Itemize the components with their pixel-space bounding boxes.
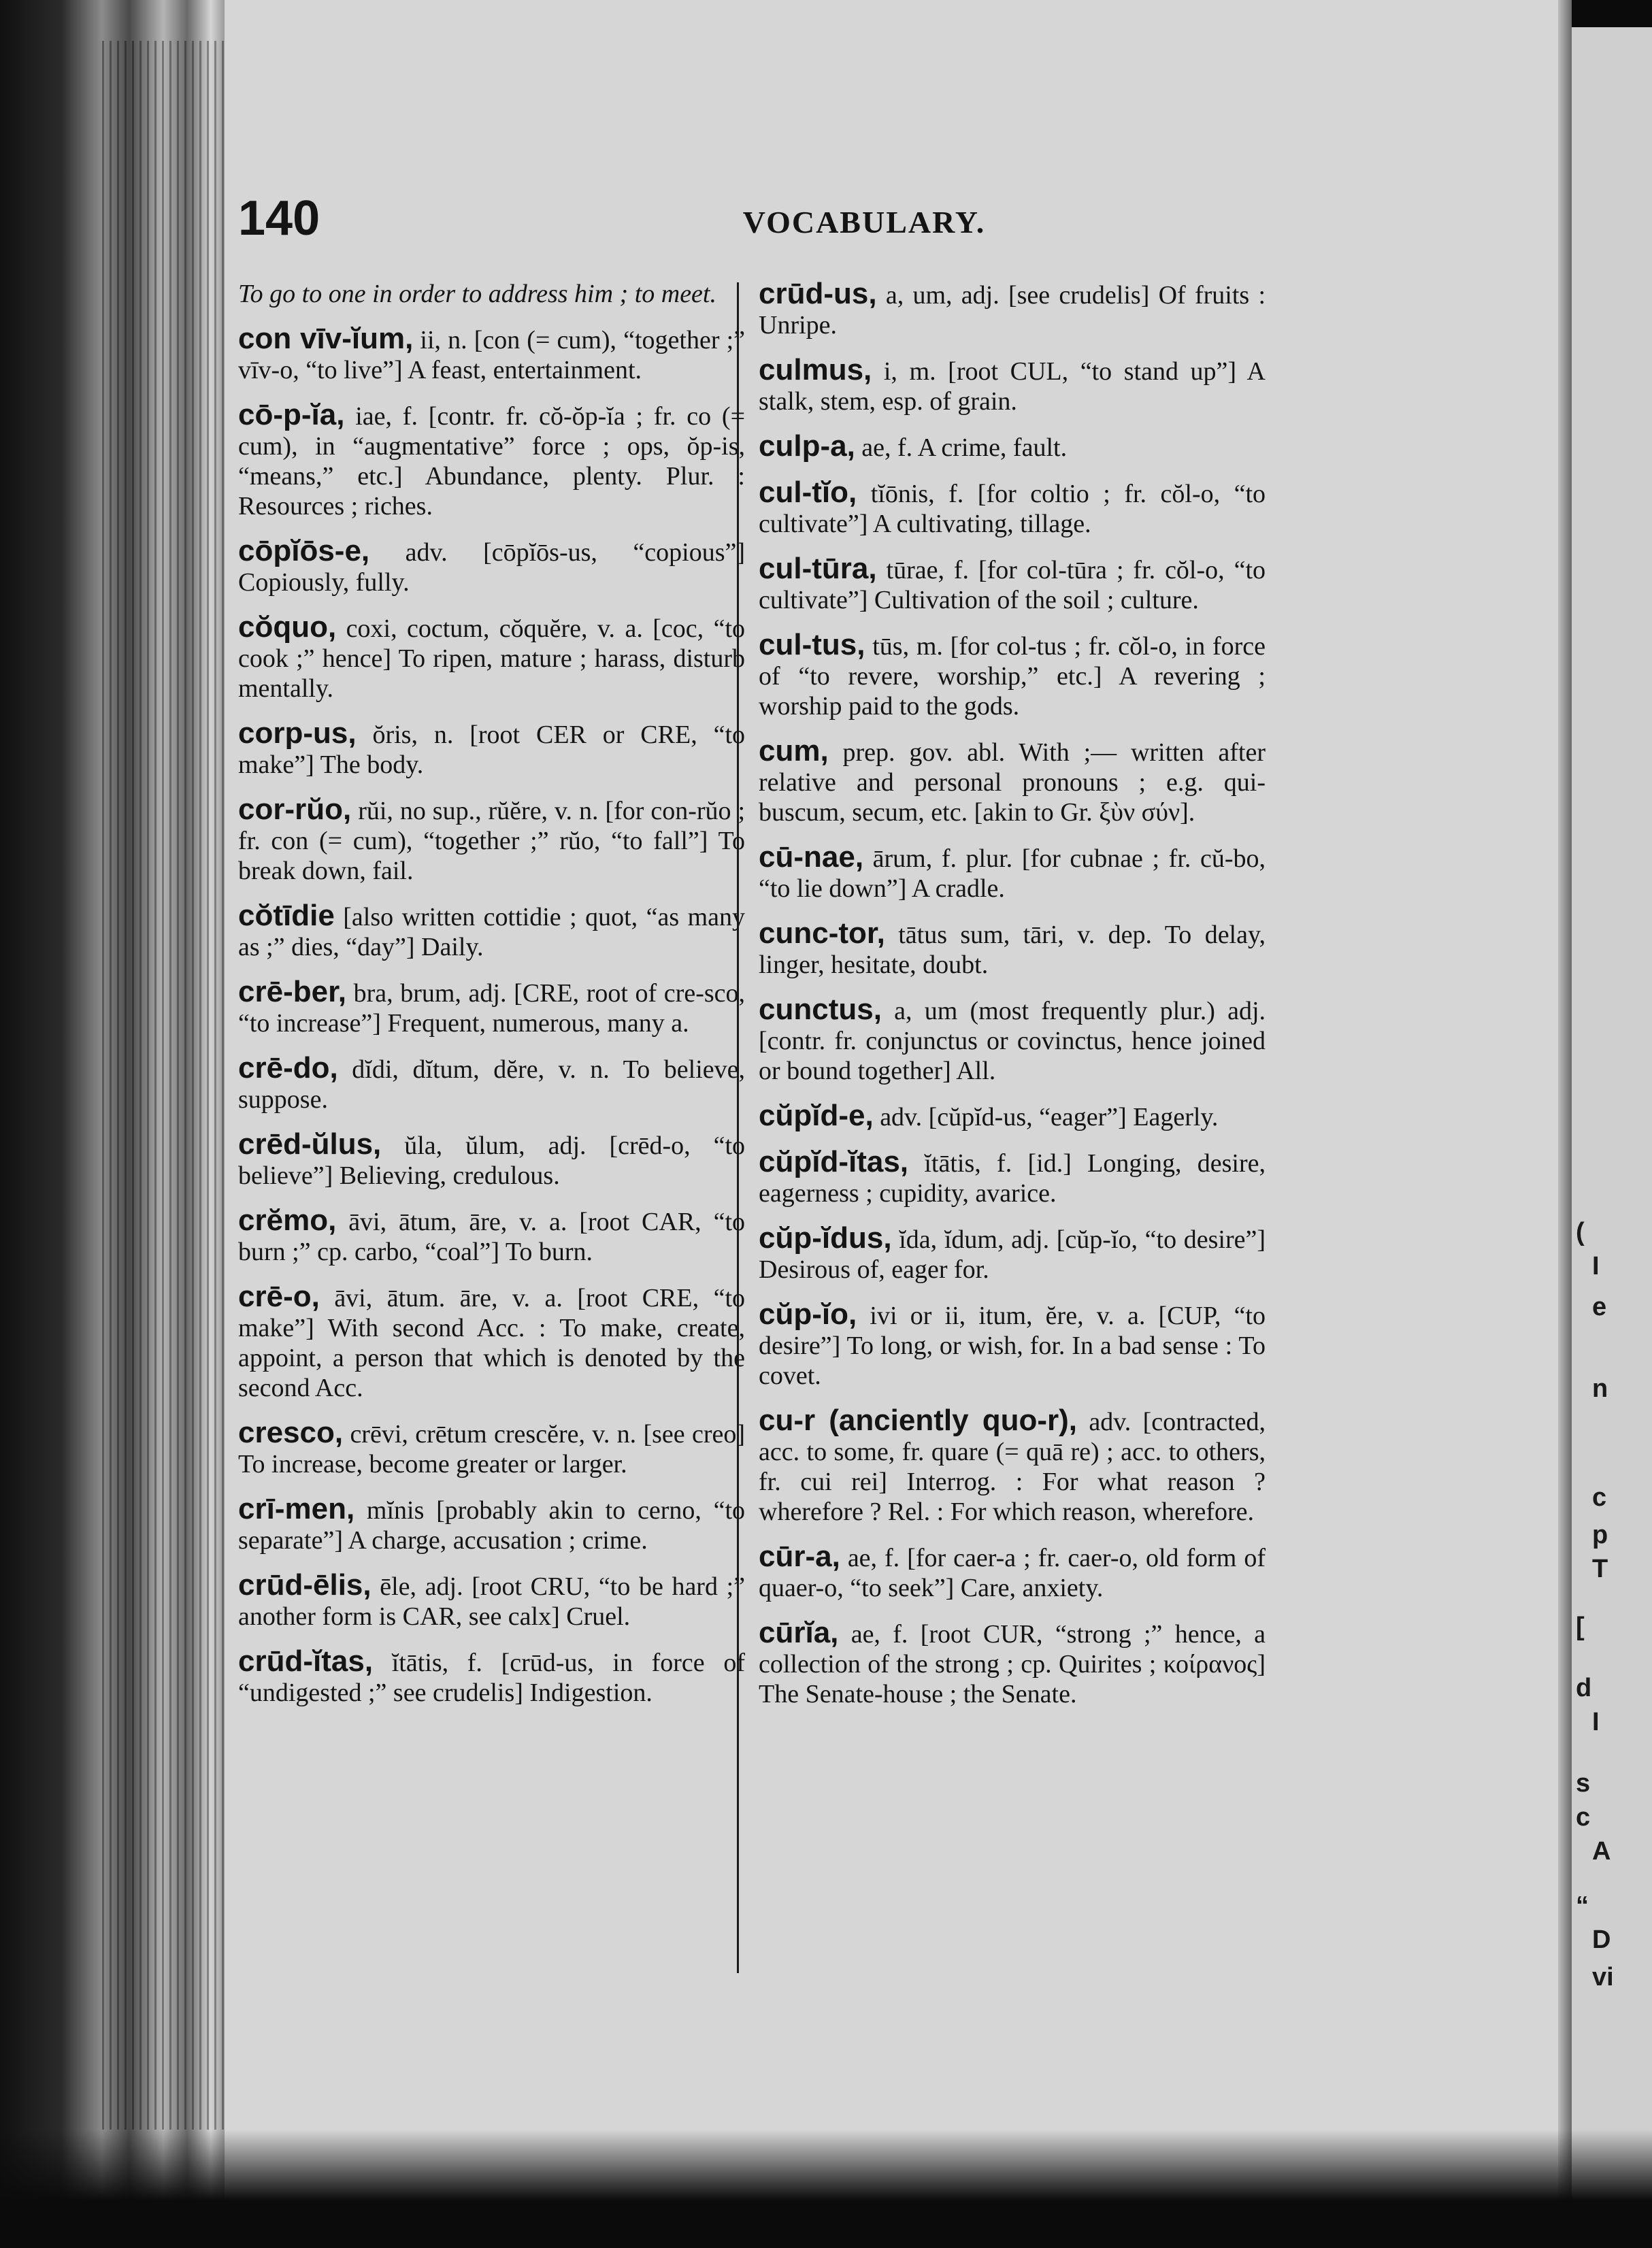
entry-headword: cor-rŭo,	[238, 793, 352, 826]
dictionary-entry	[759, 995, 1266, 1086]
next-page-fragment: n	[1592, 1374, 1608, 1403]
entry-definition: ae, f. [root CUR, “strong ;” hence, a collection of the strong ; cp. Quirites ; κοίρανος] The Senate-house ; the Senate.	[759, 1620, 1266, 1708]
entry-headword: cum,	[759, 734, 829, 767]
entry-definition: ii, n. [con (= cum), “together ;” vīv-o, “to live”] A feast, entertainment.	[238, 326, 746, 384]
entry-definition: āvi, ātum. āre, v. a. [root CRE, “to make”] With second Acc. : To make, create, appoint, a person that which is denoted by the second Acc.	[238, 1284, 746, 1402]
next-page-fragment: A	[1592, 1837, 1611, 1866]
entry-definition: mĭnis [probably akin to cerno, “to separate”] A charge, accusation ; crime.	[238, 1496, 745, 1555]
dictionary-entry	[238, 612, 745, 704]
entry-headword: crūd-ĭtas,	[238, 1644, 374, 1678]
entry-definition: a, um (most frequently plur.) adj. [contr. fr. conjunctus or covinctus, hence joined or bound together] All.	[759, 997, 1266, 1085]
dictionary-entry	[238, 1053, 745, 1114]
dictionary-entry	[238, 1206, 745, 1267]
entry-headword: cŭp-ĭo,	[759, 1297, 857, 1331]
entry-headword: cŭpĭd-ĭtas,	[759, 1145, 909, 1178]
dictionary-entry	[759, 916, 1266, 980]
dictionary-entry	[759, 736, 1266, 827]
entry-headword: crēd-ŭlus,	[238, 1127, 382, 1161]
dictionary-entry	[238, 977, 745, 1038]
dictionary-entry	[759, 1101, 1266, 1132]
entry-definition: ĭtātis, f. [id.] Longing, desire, eagerness ; cupidity, avarice.	[759, 1149, 1266, 1208]
entry-definition: ŭla, ŭlum, adj. [crēd-o, “to believe”] Believing, credulous.	[238, 1131, 746, 1190]
dictionary-entry	[759, 355, 1266, 416]
next-page-fragment: e	[1592, 1293, 1607, 1321]
dictionary-entry	[759, 1223, 1266, 1285]
dictionary-entry	[238, 901, 745, 962]
entry-definition: ĭtātis, f. [crūd-us, in force of “undigested ;” see crudelis] Indigestion.	[238, 1649, 745, 1707]
next-page-edge	[1572, 27, 1652, 2248]
entry-definition: ēle, adj. [root CRU, “to be hard ;” another form is CAR, see calx] Cruel.	[238, 1572, 746, 1631]
dictionary-entry	[759, 1297, 1266, 1391]
next-page-fragment: D	[1592, 1925, 1611, 1954]
dictionary-entry	[238, 1418, 745, 1479]
entry-headword: crūd-us,	[759, 277, 877, 310]
entry-headword: crūd-ēlis,	[238, 1568, 371, 1602]
dictionary-entry	[759, 842, 1266, 904]
entry-headword: cul-tūra,	[759, 552, 877, 585]
entry-definition: ivi or ii, itum, ĕre, v. a. [CUP, “to desire”] To long, or wish, for. In a bad sense : To covet.	[759, 1302, 1266, 1390]
entry-headword: cūrĭa,	[759, 1616, 839, 1649]
entry-headword: culmus,	[759, 353, 872, 386]
entry-definition: rŭi, no sup., rŭĕre, v. n. [for con-rŭo ; fr. con (= cum), “together ;” rŭo, “to fall”] To break down, fail.	[238, 797, 745, 885]
dictionary-entry	[759, 1147, 1266, 1208]
entry-headword: con vīv-ĭum,	[238, 322, 414, 355]
page-edges	[102, 41, 225, 2130]
entry-headword: cō-p-ĭa,	[238, 398, 345, 431]
next-page-fragment: [	[1576, 1613, 1585, 1641]
entry-definition: i, m. [root CUL, “to stand up”] A stalk, stem, esp. of grain.	[759, 357, 1266, 416]
entry-headword: crē-ber,	[238, 975, 346, 1008]
running-title: VOCABULARY.	[742, 205, 986, 239]
dictionary-entry	[238, 718, 745, 780]
next-page-fragment: d	[1576, 1674, 1592, 1702]
entry-definition: dĭdi, dĭtum, dĕre, v. n. To believe, suppose.	[238, 1055, 746, 1114]
entry-definition: coxi, coctum, cŏquĕre, v. a. [coc, “to cook ;” hence] To ripen, mature ; harass, disturb mentally.	[238, 614, 745, 703]
dictionary-entry	[238, 400, 745, 521]
dictionary-entry	[238, 279, 745, 309]
next-page-fragment: I	[1592, 1252, 1600, 1280]
next-page-fragment: c	[1592, 1483, 1607, 1512]
entry-headword: crē-do,	[238, 1051, 338, 1085]
dictionary-entry	[238, 1644, 745, 1708]
entry-definition: ae, f. A crime, fault.	[861, 433, 1068, 462]
entry-definition: a, um, adj. [see crudelis] Of fruits : Unripe.	[759, 281, 1266, 340]
entry-definition: crēvi, crētum crescĕre, v. n. [see creo] To increase, become greater or larger.	[238, 1420, 746, 1478]
next-page-fragment: “	[1576, 1891, 1589, 1920]
next-page-fragment: p	[1592, 1521, 1608, 1549]
entry-definition: [also written cottidie ; quot, “as many as ;” dies, “day”] Daily.	[238, 903, 745, 961]
entry-definition: tūrae, f. [for col-tūra ; fr. cŏl-o, “to cultivate”] Cultivation of the soil ; culture.	[759, 556, 1266, 614]
dictionary-entry	[238, 1570, 745, 1632]
entry-headword: cunctus,	[759, 993, 882, 1026]
next-page-fragment: T	[1592, 1555, 1608, 1583]
entry-definition: adv. [cŭpĭd-us, “eager”] Eagerly.	[880, 1103, 1219, 1131]
dictionary-entry	[759, 1618, 1266, 1709]
entry-definition: ārum, f. plur. [for cubnae ; fr. cŭ-bo, “to lie down”] A cradle.	[759, 844, 1266, 903]
dictionary-entry	[759, 279, 1266, 340]
entry-definition: adv. [contracted, acc. to some, fr. quare (= quā re) ; acc. to others, fr. cui rei] Interrog. : For what reason ? wherefore ? Rel. : For which reason, wherefore.	[759, 1408, 1266, 1526]
right-column	[759, 279, 1266, 1724]
left-column	[238, 279, 745, 1723]
entry-headword: cŏquo,	[238, 610, 337, 644]
entry-headword: cū-nae,	[759, 840, 864, 874]
dictionary-entry	[759, 431, 1266, 463]
entry-headword: culp-a,	[759, 429, 855, 463]
entry-definition: āvi, ātum, āre, v. a. [root CAR, “to burn ;” cp. carbo, “coal”] To burn.	[238, 1208, 745, 1266]
dictionary-entry	[238, 324, 745, 385]
entry-definition: adv. [cōpĭōs-us, “copious”] Copiously, fully.	[238, 538, 745, 597]
book-spine	[0, 0, 225, 2248]
entry-definition: tūs, m. [for col-tus ; fr. cŏl-o, in force of “to revere, worship,” etc.] A revering ; worship paid to the gods.	[759, 632, 1266, 721]
dictionary-entry	[759, 1406, 1266, 1527]
entry-definition: iae, f. [contr. fr. cŏ-ŏp-ĭa ; fr. co (= cum), in “augmentative” force ; ops, ŏp-is, “means,” etc.] Abundance, plenty. Plur. : Resources ; riches.	[238, 402, 745, 520]
dictionary-entry	[759, 630, 1266, 721]
entry-headword: crē-o,	[238, 1280, 320, 1313]
next-page-fragment: (	[1576, 1218, 1585, 1246]
next-page-fragment: s	[1576, 1769, 1591, 1798]
dictionary-entry	[759, 1542, 1266, 1603]
dictionary-entry	[238, 1282, 745, 1403]
dictionary-entry	[759, 478, 1266, 539]
dictionary-entry	[238, 795, 745, 886]
entry-definition: tātus sum, tāri, v. dep. To delay, linger, hesitate, doubt.	[759, 921, 1266, 979]
dictionary-entry	[238, 1129, 745, 1191]
next-page-fragment: vi	[1592, 1963, 1614, 1991]
entry-headword: cŭp-ĭdus,	[759, 1221, 892, 1255]
entry-headword: cunc-tor,	[759, 916, 885, 950]
entry-headword: cŏtīdie	[238, 899, 335, 932]
entry-definition: bra, brum, adj. [CRE, root of cre-sco, “to increase”] Frequent, numerous, many a.	[238, 979, 745, 1038]
entry-definition: ae, f. [for caer-a ; fr. caer-o, old form of quaer-o, “to seek”] Care, anxiety.	[759, 1544, 1266, 1602]
entry-headword: crī-men,	[238, 1492, 355, 1525]
entry-headword: crĕmo,	[238, 1204, 337, 1237]
dictionary-entry	[238, 536, 745, 597]
entry-headword: cul-tĭo,	[759, 476, 857, 509]
next-page-fragment: c	[1576, 1803, 1591, 1832]
dictionary-entry	[759, 554, 1266, 615]
entry-headword: cūr-a,	[759, 1540, 840, 1573]
entry-headword: cŭpĭd-e,	[759, 1099, 874, 1132]
entry-definition: prep. gov. abl. With ;— written after relative and personal pronouns ; e.g. qui-buscum, secum, etc. [akin to Gr. ξὺν σύν].	[759, 738, 1266, 827]
entry-headword: cu-r (anciently quo-r),	[759, 1404, 1077, 1437]
page-gutter	[1558, 0, 1572, 2248]
page-number: 140	[238, 191, 320, 246]
entry-definition: ĭda, ĭdum, adj. [cŭp-ĭo, “to desire”] Desirous of, eager for.	[759, 1225, 1266, 1284]
dictionary-entry	[238, 1494, 745, 1555]
scan-bottom-shadow	[0, 2130, 1652, 2248]
entry-headword: cōpĭōs-e,	[238, 534, 370, 567]
next-page-fragment: I	[1592, 1708, 1600, 1736]
entry-headword: cul-tus,	[759, 628, 865, 661]
entry-definition: To go to one in order to address him ; to meet.	[238, 280, 716, 308]
entry-headword: cresco,	[238, 1416, 344, 1449]
entry-definition: tĭōnis, f. [for coltio ; fr. cŏl-o, “to cultivate”] A cultivating, tillage.	[759, 480, 1266, 538]
entry-headword: corp-us,	[238, 716, 357, 750]
entry-definition: ŏris, n. [root CER or CRE, “to make”] The body.	[238, 721, 745, 779]
